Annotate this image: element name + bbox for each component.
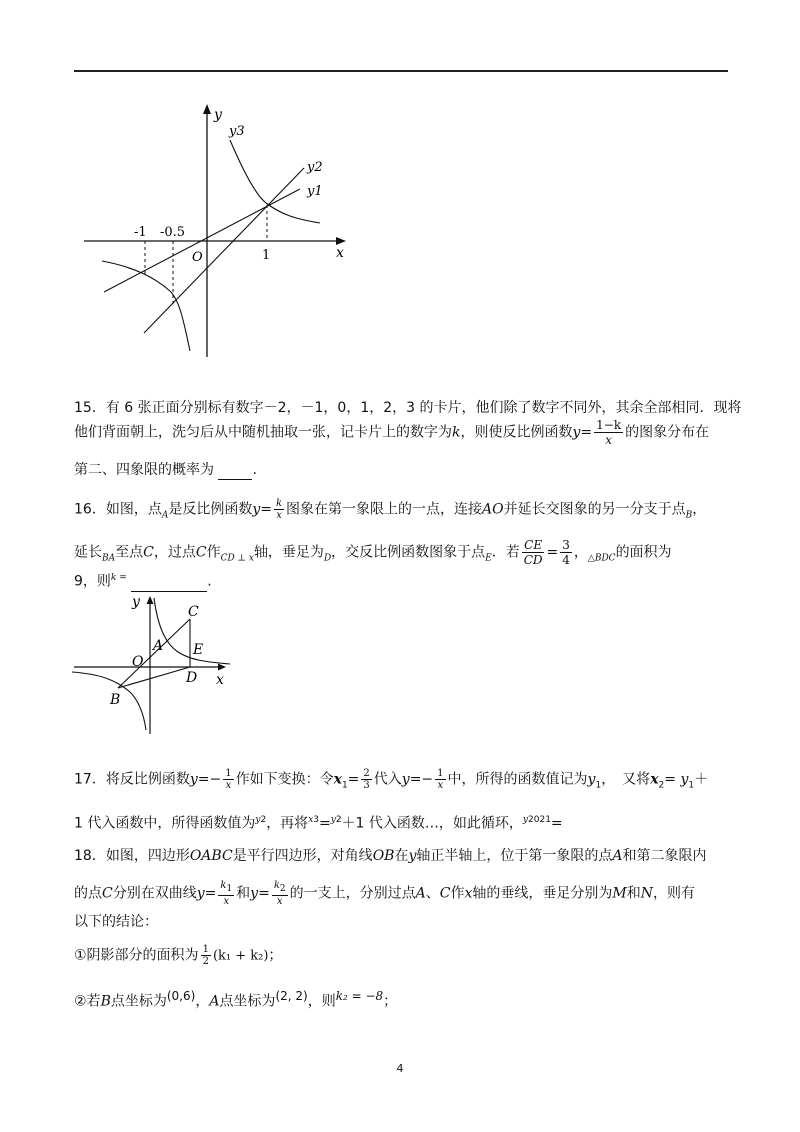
q17-line2: 1 代入函数中，所得函数值为$^{y2}$，再将$^{x3}$=$^{y2}$＋1 代入函数…，如此循环，$^{y2021}$=	[74, 815, 563, 832]
y-axis-arrow	[203, 104, 211, 114]
fig2-label-O: O	[132, 654, 144, 670]
fig2-label-A: A	[153, 638, 164, 654]
q17-fraction-1-x: $\frac{1}{x}$	[225, 768, 232, 791]
q15-line1: 15．有 6 张正面分别标有数字－2，－1，0，1，2，3 的卡片，他们除了数字不同外，其余全部相同．现将	[74, 400, 742, 416]
q16-ratio-ce-cd: $\frac{CE}{CD}$	[523, 538, 543, 567]
q18-line1: 18．如图，四边形OABC是平行四边形，对角线OB在y轴正半轴上，位于第一象限的点A和第二象限内	[74, 848, 707, 864]
tick-neg1: -1	[134, 225, 147, 240]
q16-line3: 9，则$^{k =}$ .	[74, 573, 212, 590]
q18-line2: 的点C分别在双曲线y= $\frac{k_1}{x}$ 和y= $\frac{k_2}{x}$ 的一支上，分别过点A、C作x轴的垂线，垂足分别为M和N，则有	[74, 880, 695, 907]
tick-neg05: -0.5	[160, 225, 186, 240]
q18-conclusion1: ①阴影部分的面积为 $\frac{1}{2}$ (k₁ + k₂)；	[74, 944, 283, 967]
q17-line1: 17．将反比例函数y=− $\frac{1}{x}$ 作如下变换：令$x_1=$ $\frac{2}{3}$ 代入y=− $\frac{1}{x}$ 中，所得的函数值记为$y_1$， 又将$x_2= y_1+$	[74, 768, 709, 791]
x-axis-arrow	[336, 237, 346, 245]
fig2-label-B: B	[110, 692, 121, 708]
label-y3: y3	[229, 124, 245, 139]
q15-fraction: $\frac{1-k}{x}$	[596, 418, 622, 447]
figure-graph-y1-y2-y3	[74, 95, 364, 365]
q18-line3: 以下的结论：	[74, 914, 158, 930]
x-axis-label: x	[336, 245, 344, 261]
fig2-label-D: D	[186, 670, 198, 686]
q18-fraction-k2-x: $\frac{k_2}{x}$	[273, 880, 286, 907]
fig2-y-axis-arrow	[147, 596, 154, 604]
q15-line2: 他们背面朝上，洗匀后从中随机抽取一张，记卡片上的数字为k，则使反比例函数y= $\frac{1-k}{x}$ 的图象分布在	[74, 418, 710, 447]
header-rule	[74, 70, 728, 72]
page-number: 4	[396, 1062, 404, 1075]
line-y2	[144, 168, 304, 333]
figure-hyperbola-triangle	[70, 588, 240, 738]
tick-1: 1	[262, 248, 271, 263]
y-axis-label: y	[214, 107, 222, 123]
q16-line2: 延长$_{BA}$至点C，过点C作$_{CD \perp x}$轴，垂足为$_D$，交反比例函数图象于点$_E$．若 $\frac{CE}{CD}$ = $\frac{3}{4}$ ，$_{\triangle BDC}$的面积为	[74, 538, 672, 567]
label-y1: y1	[307, 184, 323, 199]
q18-fraction-k1-x: $\frac{k_1}{x}$	[220, 880, 233, 907]
q16-line1: 16．如图，点$_A$是反比例函数y= $\frac{k}{x}$ 图象在第一象限上的一点，连接AO并延长交图象的另一分支于点$_B$，	[74, 498, 707, 521]
fig2-x-axis-arrow	[218, 664, 226, 671]
q15-line3: 第二、四象限的概率为 .	[74, 462, 257, 478]
fig2-label-y: y	[132, 594, 140, 610]
q17-fraction-2-3: $\frac{2}{3}$	[363, 768, 370, 791]
curve-y3-left	[102, 261, 190, 351]
q18-conclusion2: ②若B点坐标为$^{(0,6)}$，A点坐标为$^{(2, 2)}$，则$^{k_2 = -8}$；	[74, 989, 398, 1010]
label-y2: y2	[307, 160, 323, 175]
q16-ratio-value: $\frac{3}{4}$	[562, 538, 570, 567]
curve-y3-right	[230, 140, 320, 223]
fig2-branch-q3	[72, 672, 146, 730]
origin-label: O	[192, 250, 203, 265]
q18-fraction-half: $\frac{1}{2}$	[202, 944, 209, 967]
fig2-label-x: x	[216, 672, 224, 688]
q16-fraction-k-x: $\frac{k}{x}$	[275, 498, 283, 521]
q15-answer-blank[interactable]	[218, 465, 252, 480]
fig2-label-C: C	[188, 604, 199, 620]
q17-fraction-1-x-b: $\frac{1}{x}$	[437, 768, 444, 791]
fig2-label-E: E	[193, 642, 204, 658]
